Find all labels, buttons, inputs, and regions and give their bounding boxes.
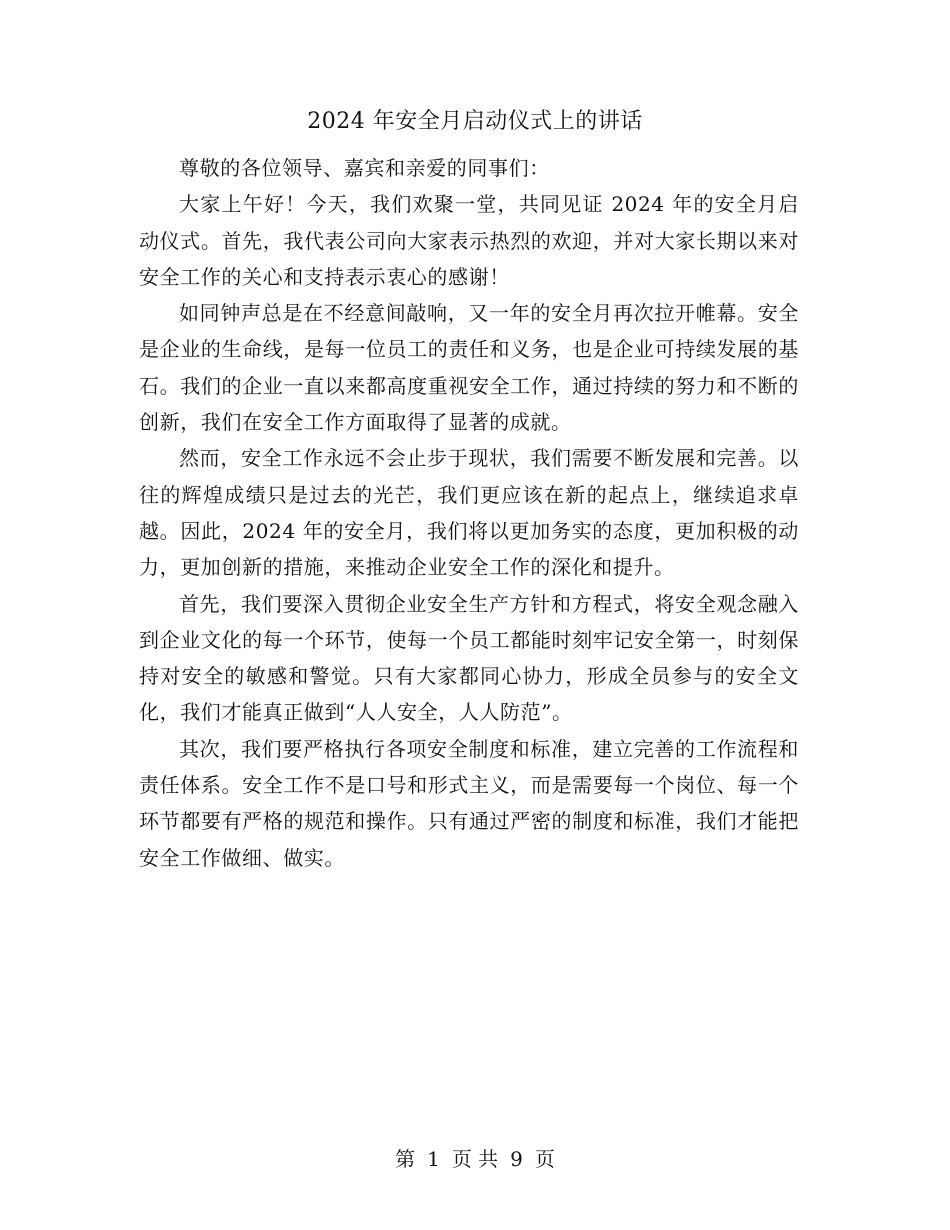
total-pages-number: 9 bbox=[510, 1147, 523, 1171]
body-paragraph: 如同钟声总是在不经意间敲响，又一年的安全月再次拉开帷幕。安全是企业的生命线，是每一位员工的责任和义务，也是企业可持续发展的基石。我们的企业一直以来都高度重视安全工作，通过持续的努力和不断的创新，我们在安全工作方面取得了显著的成就。 bbox=[139, 301, 799, 435]
page-label-mid: 页 共 bbox=[451, 1147, 499, 1171]
page-label-suffix: 页 bbox=[534, 1147, 555, 1171]
body-paragraph: 其次，我们要严格执行各项安全制度和标准，建立完善的工作流程和责任体系。安全工作不是口号和形式主义，而是需要每一个岗位、每一个环节都要有严格的规范和操作。只有通过严密的制度和标准，我们才能把安全工作做细、做实。 bbox=[139, 736, 799, 870]
document-body bbox=[139, 150, 799, 876]
page-number-footer bbox=[0, 1143, 950, 1175]
body-paragraph: 然而，安全工作永远不会止步于现状，我们需要不断发展和完善。以往的辉煌成绩只是过去的光芒，我们更应该在新的起点上，继续追求卓越。因此，2024 年的安全月，我们将以更加务实的态度，更加积极的动力，更加创新的措施，来推动企业安全工作的深化和提升。 bbox=[139, 446, 799, 580]
current-page-number: 1 bbox=[427, 1147, 440, 1171]
body-paragraph: 首先，我们要深入贯彻企业安全生产方针和方程式，将安全观念融入到企业文化的每一个环节，使每一个员工都能时刻牢记安全第一，时刻保持对安全的敏感和警觉。只有大家都同心协力，形成全员参与的安全文化，我们才能真正做到“人人安全，人人防范”。 bbox=[139, 591, 799, 725]
document-title: 2024 年安全月启动仪式上的讲话 bbox=[307, 109, 643, 134]
greeting-paragraph: 大家上午好！今天，我们欢聚一堂，共同见证 2024 年的安全月启动仪式。首先，我代表公司向大家表示热烈的欢迎，并对大家长期以来对安全工作的关心和支持表示衷心的感谢！ bbox=[139, 192, 799, 289]
salutation-paragraph: 尊敬的各位领导、嘉宾和亲爱的同事们： bbox=[179, 156, 550, 180]
page-label-prefix: 第 bbox=[395, 1147, 416, 1171]
